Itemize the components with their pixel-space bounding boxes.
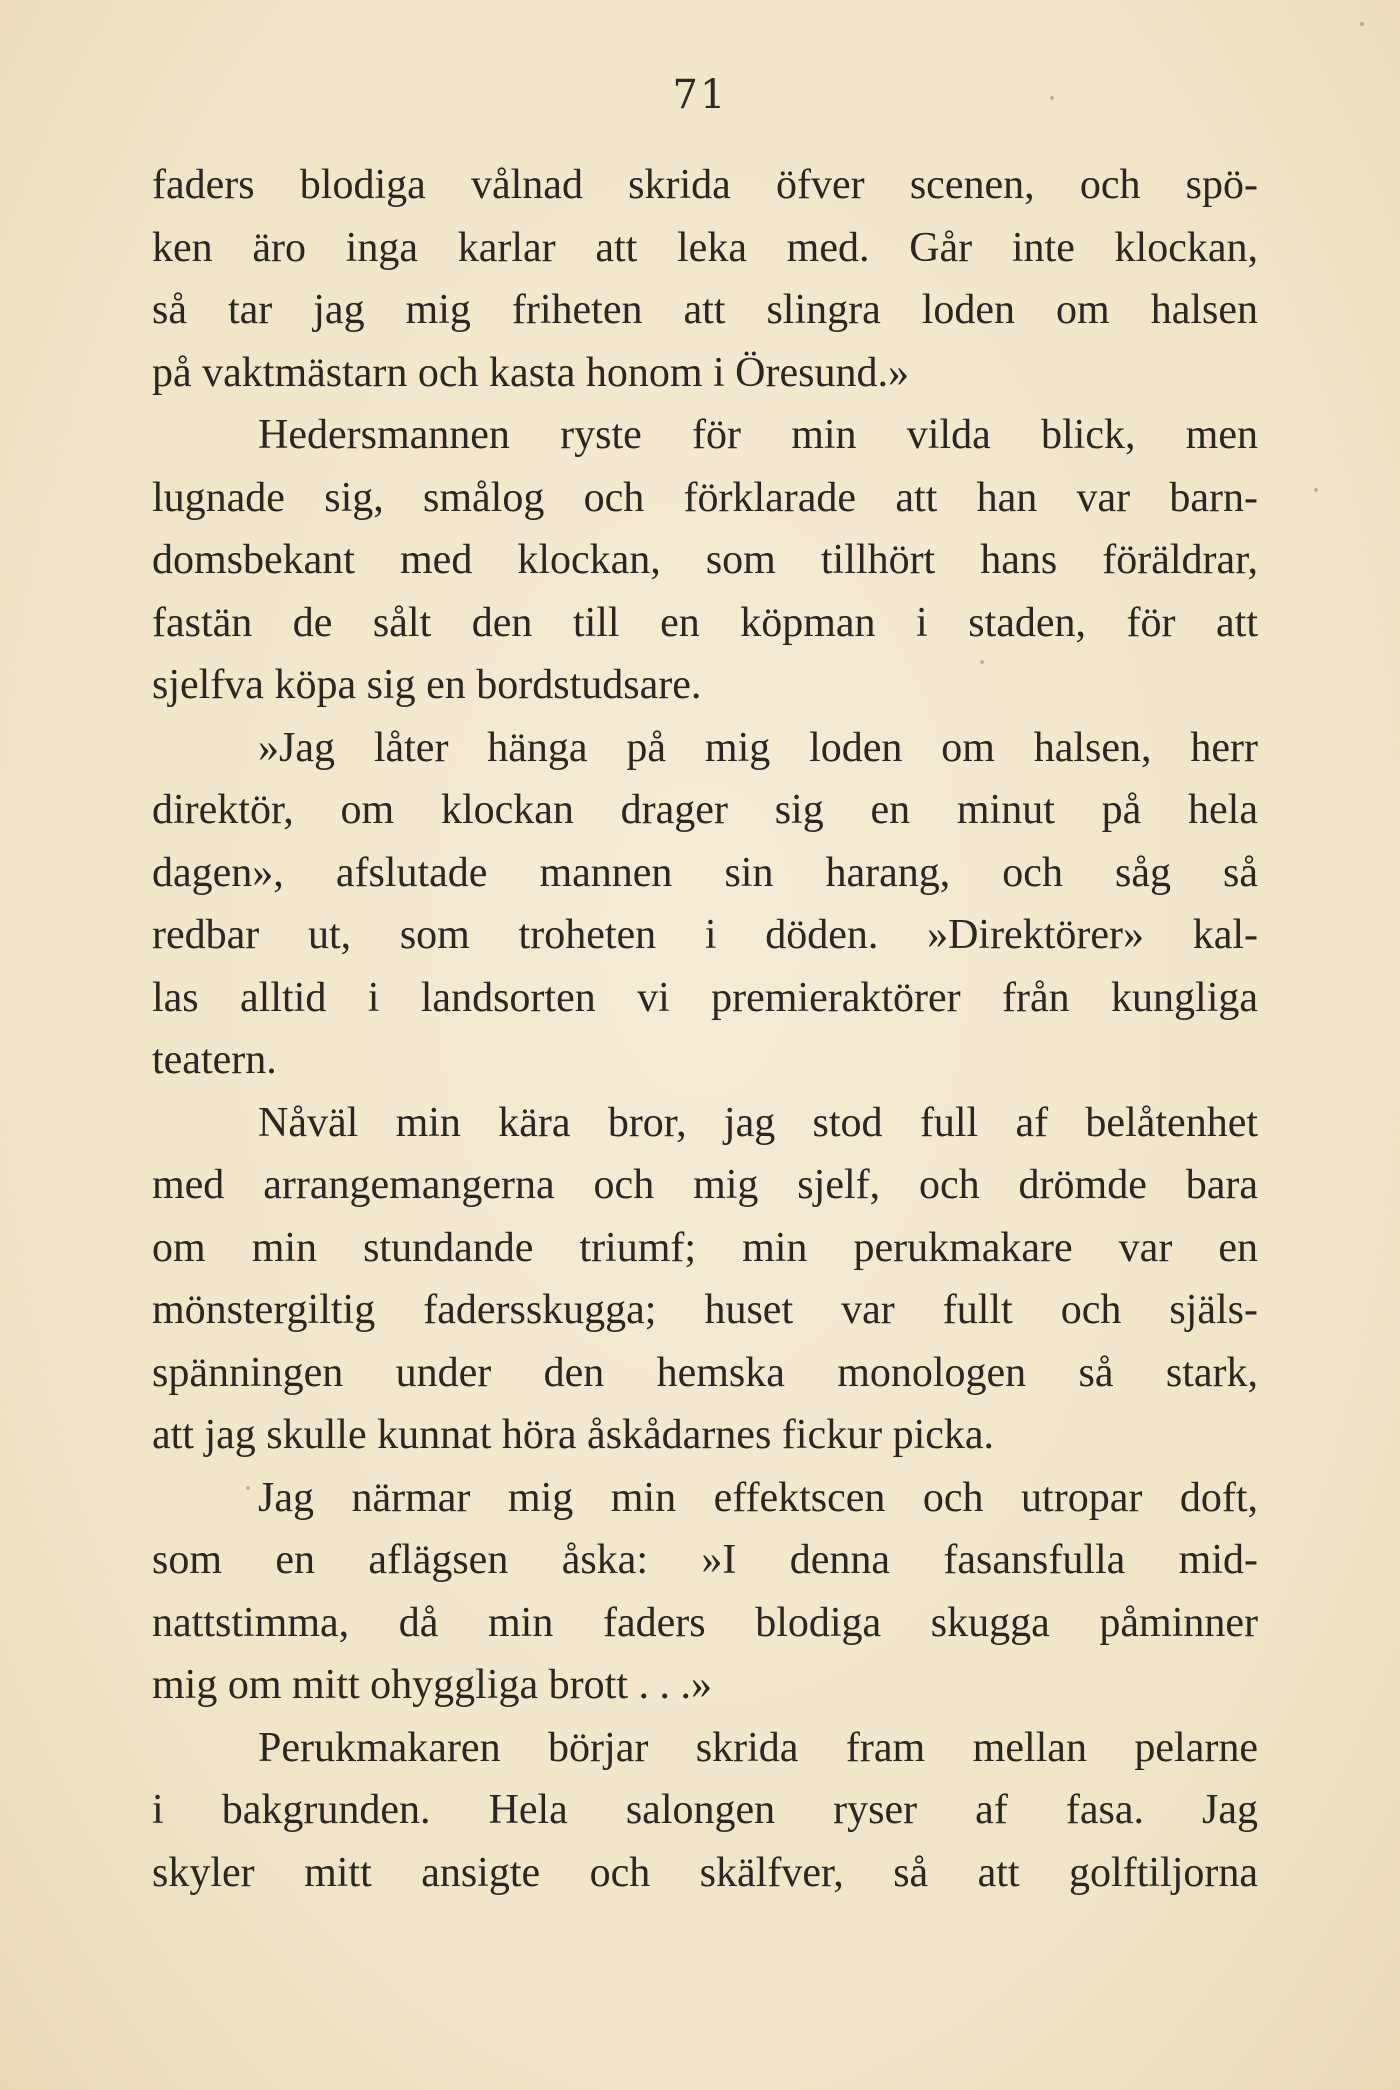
text-line: lugnade sig, smålog och förklarade att han var barn- — [152, 474, 1258, 521]
text-line: om min stundande triumf; min perukmakare var en — [152, 1224, 1258, 1271]
text-line: spänningen under den hemska monologen så stark, — [152, 1349, 1258, 1396]
page-number: 71 — [672, 72, 728, 118]
text-line: mig om mitt ohyggliga brott . . .» — [152, 1662, 712, 1708]
text-line: med arrangemangerna och mig sjelf, och drömde bara — [152, 1162, 1258, 1208]
text-line: fastän de sålt den till en köpman i staden, för att — [152, 599, 1258, 646]
paper-speck — [980, 660, 984, 664]
body-text — [152, 154, 1258, 1904]
paper-speck — [1050, 96, 1054, 100]
text-line: Hedersmannen ryste för min vilda blick, men — [258, 412, 1258, 458]
text-line: teatern. — [152, 1037, 277, 1083]
text-line: mönstergiltig fadersskugga; huset var fullt och själs- — [152, 1287, 1258, 1333]
text-line: las alltid i landsorten vi premieraktörer från kungliga — [152, 974, 1258, 1021]
text-line: att jag skulle kunnat höra åskådarnes fickur picka. — [152, 1412, 995, 1458]
text-line: som en aflägsen åska: »I denna fasansfulla mid- — [152, 1537, 1258, 1583]
text-line: domsbekant med klockan, som tillhört hans föräldrar, — [152, 537, 1258, 583]
text-line: Perukmakaren börjar skrida fram mellan pelarne — [258, 1724, 1258, 1771]
paper-speck — [1360, 22, 1364, 26]
text-line: ken äro inga karlar att leka med. Går inte klockan, — [152, 224, 1258, 271]
text-line: dagen», afslutade mannen sin harang, och såg så — [152, 849, 1258, 896]
text-line: Jag närmar mig min effektscen och utropar doft, — [258, 1474, 1258, 1521]
paper-speck — [1314, 488, 1318, 492]
text-line: redbar ut, som troheten i döden. »Direktörer» kal- — [152, 912, 1258, 958]
text-line: direktör, om klockan drager sig en minut på hela — [152, 787, 1258, 833]
text-line: så tar jag mig friheten att slingra loden om halsen — [152, 287, 1258, 333]
text-line: faders blodiga vålnad skrida öfver scenen, och spö- — [152, 162, 1258, 208]
text-line: »Jag låter hänga på mig loden om halsen, herr — [258, 724, 1258, 771]
text-line: Nåväl min kära bror, jag stod full af belåtenhet — [258, 1099, 1258, 1146]
text-line: på vaktmästarn och kasta honom i Öresund.» — [152, 349, 909, 396]
text-line: nattstimma, då min faders blodiga skugga påminner — [152, 1599, 1258, 1646]
text-line: i bakgrunden. Hela salongen ryser af fasa. Jag — [152, 1787, 1258, 1833]
text-line: skyler mitt ansigte och skälfver, så att golftiljorna — [152, 1849, 1258, 1896]
text-line: sjelfva köpa sig en bordstudsare. — [152, 662, 702, 708]
paper-speck — [246, 1486, 250, 1490]
